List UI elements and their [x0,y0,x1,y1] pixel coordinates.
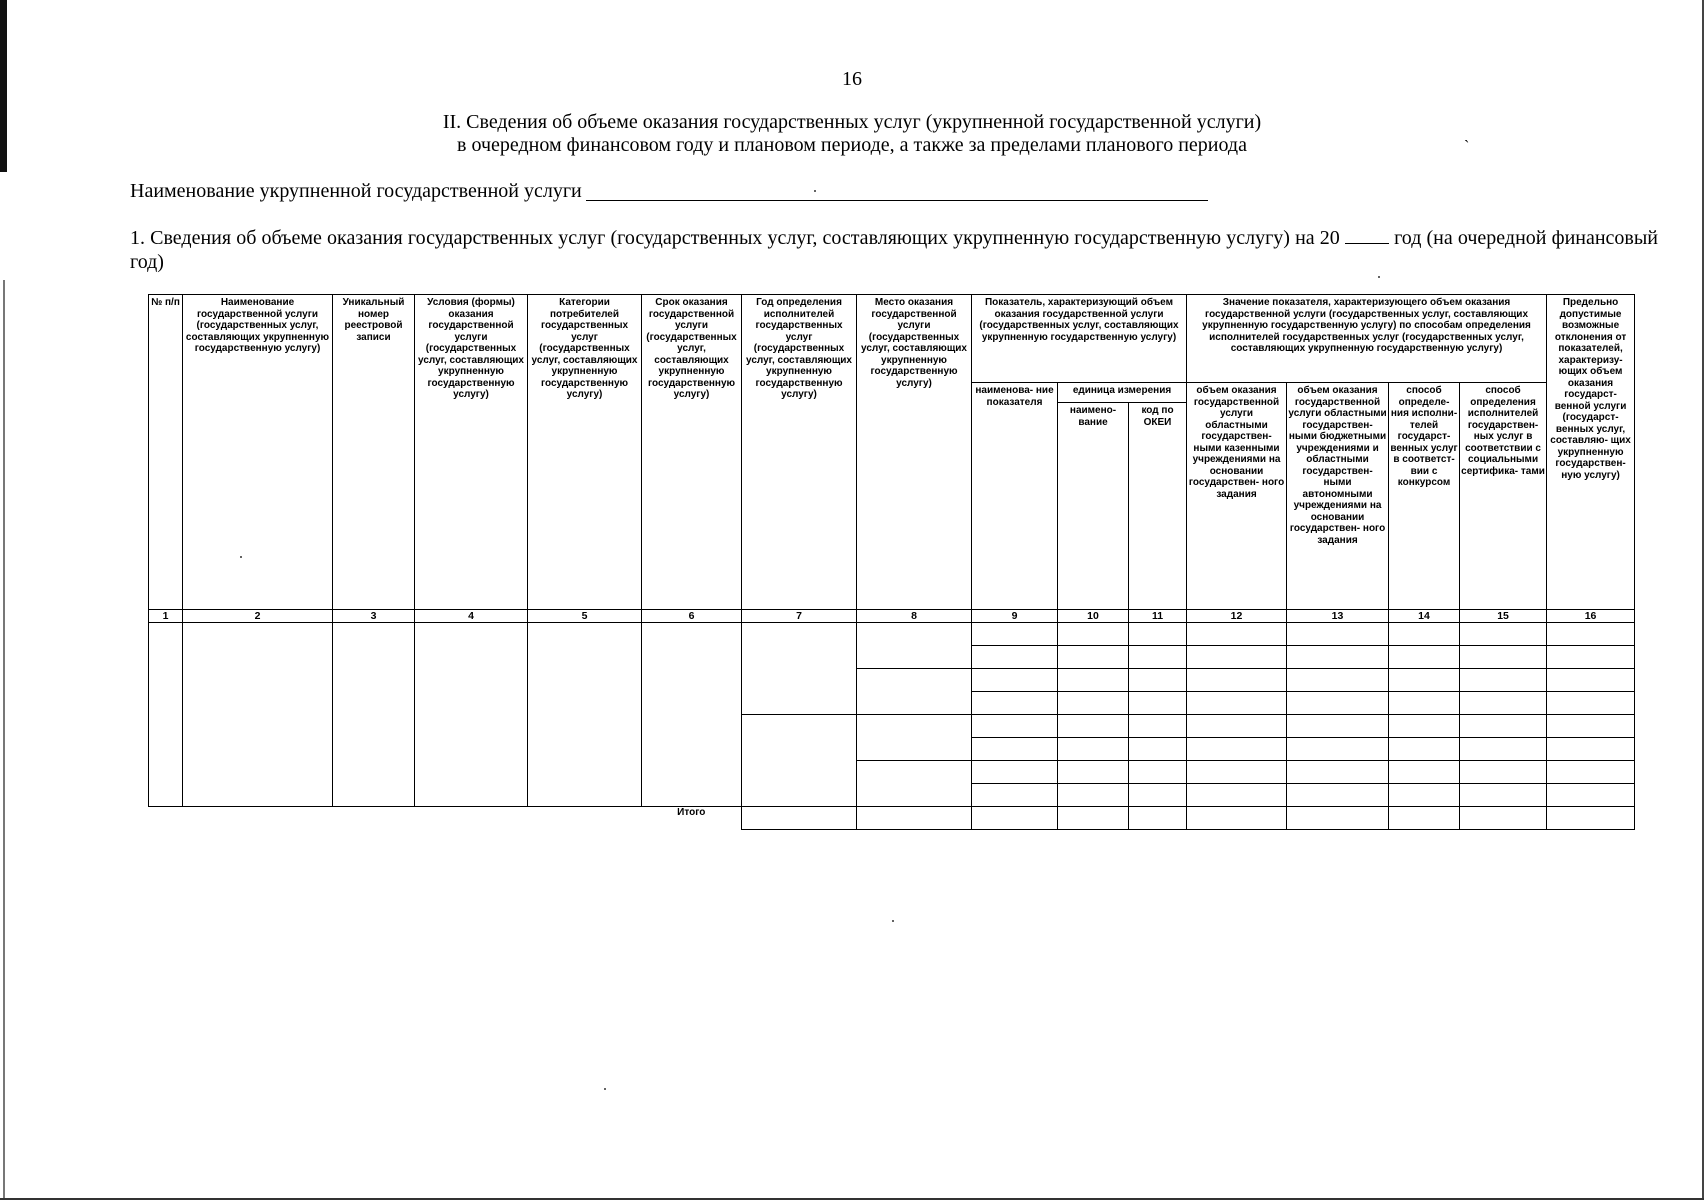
section-1-heading [130,226,1658,274]
table-cell[interactable] [1460,623,1547,646]
column-number-row [149,610,1635,623]
table-cell[interactable] [1287,761,1389,784]
table-cell[interactable] [1187,715,1287,738]
table-cell[interactable] [1460,807,1547,830]
column-number: 3 [333,610,415,623]
table-cell[interactable] [1187,784,1287,807]
speck [1378,276,1380,278]
header-competition-method: способ определе- ния исполни- телей государст- венных услуг в соответст- вии с конкурсом [1389,383,1460,610]
table-cell[interactable] [1129,738,1187,761]
table-cell[interactable] [1058,807,1129,830]
header-unit-name: наимено- вание [1058,403,1129,610]
table-cell[interactable] [1129,646,1187,669]
table-cell[interactable] [1547,761,1635,784]
table-cell[interactable] [1460,738,1547,761]
table-cell[interactable] [857,807,972,830]
table-cell[interactable] [1389,738,1460,761]
header-allowed-deviation: Предельно допустимые возможные отклонения от показателей, характеризу- ющих объем оказания государст- венной услуги (государст- венных услуг, составляю- щих укрупненную государствен- ную услугу) [1547,295,1635,610]
table-cell[interactable] [1460,692,1547,715]
header-okei-code: код по ОКЕИ [1129,403,1187,610]
table-cell[interactable] [857,669,972,715]
table-cell[interactable] [1547,623,1635,646]
column-number: 14 [1389,610,1460,623]
table-cell[interactable] [1460,761,1547,784]
table-cell[interactable] [1058,738,1129,761]
section-1-text-end: год (на очередной финансовый год) [130,227,1659,273]
header-place: Место оказания государственной услуги (государственных услуг, составляющих укрупненную государственную услугу) [857,295,972,610]
table-cell[interactable] [857,761,972,807]
table-cell[interactable] [1460,646,1547,669]
table-cell[interactable] [149,623,183,807]
stray-mark: ˋ [1464,138,1470,155]
table-cell[interactable] [1287,669,1389,692]
empty-cell [149,807,642,830]
header-service-name: Наименование государственной услуги (государственных услуг, составляющих укрупненную государственную услугу) [183,295,333,610]
table-cell[interactable] [1287,715,1389,738]
section-title-line-2: в очередном финансовом году и плановом периоде, а также за пределами планового периода [457,134,1247,156]
section-title-line-1: II. Сведения об объеме оказания государственных услуг (укрупненной государственной услуги) [442,111,1262,133]
table-cell[interactable] [1129,807,1187,830]
table-cell[interactable] [1187,692,1287,715]
table-cell[interactable] [1058,669,1129,692]
table-cell[interactable] [1389,807,1460,830]
table-cell[interactable] [972,623,1058,646]
table-row [149,623,1635,646]
table-cell[interactable] [1287,692,1389,715]
table-cell[interactable] [1058,623,1129,646]
table-cell[interactable] [1389,646,1460,669]
table-cell[interactable] [333,623,415,807]
table-cell[interactable] [972,807,1058,830]
table-cell[interactable] [1460,784,1547,807]
table-cell[interactable] [972,692,1058,715]
header-consumer-categories: Категории потребителей государственных услуг (государственных услуг, составляющих укрупненную государственную услугу) [528,295,642,610]
table-cell[interactable] [1287,646,1389,669]
table-cell[interactable] [1389,784,1460,807]
header-term: Срок оказания государственной услуги (государственных услуг, составляющих укрупненную государственную услугу) [642,295,742,610]
table-cell[interactable] [1389,669,1460,692]
scan-edge-line [3,280,5,1200]
table-cell[interactable] [1287,807,1389,830]
table-cell[interactable] [972,738,1058,761]
table-cell[interactable] [1058,761,1129,784]
table-cell[interactable] [972,715,1058,738]
column-number: 8 [857,610,972,623]
header-number: № п/п [149,295,183,610]
column-number: 5 [528,610,642,623]
column-number: 16 [1547,610,1635,623]
speck [604,1088,606,1090]
table-cell[interactable] [1058,692,1129,715]
table-cell[interactable] [972,761,1058,784]
header-indicator-group: Показатель, характеризующий объем оказания государственной услуги (государственных услуг, составляющих укрупненную государственную услугу) [972,295,1187,383]
header-indicator-name: наименова- ние показателя [972,383,1058,610]
table-cell[interactable] [415,623,528,807]
header-year-of-selection: Год определения исполнителей государственных услуг (государственных услуг, составляющих укрупненную государственную услугу) [742,295,857,610]
table-cell[interactable] [1547,807,1635,830]
column-number: 15 [1460,610,1547,623]
service-name-label: Наименование укрупненной государственной услуги [130,180,582,202]
section-1-text: 1. Сведения об объеме оказания государственных услуг (государственных услуг, составляющих укрупненную государственную услугу) на 20 [130,227,1340,249]
table-cell[interactable] [1547,738,1635,761]
header-value-group: Значение показателя, характеризующего объем оказания государственной услуги (государственных услуг, составляющих укрупненную государственную услугу) по способам определения исполнителей государственных услуг (государственных услуг, составляющих укрупненную государственную услугу) [1187,295,1547,383]
table-cell[interactable] [1547,715,1635,738]
column-number: 2 [183,610,333,623]
header-conditions: Условия (формы) оказания государственной услуги (государственных услуг, составляющих укрупненную государственную услугу) [415,295,528,610]
table-cell[interactable] [1287,738,1389,761]
table-cell[interactable] [1129,715,1187,738]
total-row [149,807,1635,830]
header-unit-group: единица измерения [1058,383,1187,403]
column-number: 10 [1058,610,1129,623]
column-number: 6 [642,610,742,623]
table-cell[interactable] [1058,784,1129,807]
table-cell[interactable] [972,784,1058,807]
table-cell[interactable] [742,623,857,715]
table-cell[interactable] [1389,692,1460,715]
speck [814,190,816,192]
table-cell[interactable] [742,807,857,830]
column-number: 9 [972,610,1058,623]
table-cell[interactable] [1547,646,1635,669]
column-number: 7 [742,610,857,623]
column-number: 11 [1129,610,1187,623]
table-cell[interactable] [1389,715,1460,738]
table-cell[interactable] [1460,669,1547,692]
table-cell[interactable] [1389,623,1460,646]
speck [892,920,894,922]
table-cell[interactable] [972,669,1058,692]
table-cell[interactable] [742,715,857,807]
page-number: 16 [842,68,862,90]
table-cell[interactable] [1187,761,1287,784]
column-number: 4 [415,610,528,623]
table-cell[interactable] [857,623,972,669]
service-name-field[interactable] [586,200,1208,201]
table-cell[interactable] [1129,623,1187,646]
table-cell[interactable] [1129,761,1187,784]
table-cell[interactable] [1287,623,1389,646]
table-body [149,623,1635,830]
table-cell[interactable] [1187,646,1287,669]
table-cell[interactable] [528,623,642,807]
table-cell[interactable] [1187,669,1287,692]
table-cell[interactable] [1129,692,1187,715]
table-cell[interactable] [1389,761,1460,784]
table-cell[interactable] [1187,623,1287,646]
table-cell[interactable] [1058,646,1129,669]
total-label: Итого [677,807,706,818]
table-cell[interactable] [1547,692,1635,715]
header-certificate-method: способ определения исполнителей государствен- ных услуг в соответствии с социальными сертифика- тами [1460,383,1547,610]
table-cell[interactable] [1129,669,1187,692]
year-blank-field[interactable] [1345,243,1389,244]
column-number: 13 [1287,610,1389,623]
table-cell[interactable] [1547,784,1635,807]
table-cell[interactable] [1187,738,1287,761]
table-cell[interactable] [642,623,742,807]
table-cell[interactable] [1129,784,1187,807]
column-number: 12 [1187,610,1287,623]
table-cell[interactable] [1547,669,1635,692]
table-cell[interactable] [1187,807,1287,830]
table-cell[interactable] [857,715,972,761]
service-volume-table [148,294,1635,830]
table-cell[interactable] [1058,715,1129,738]
column-number: 1 [149,610,183,623]
table-cell[interactable] [1287,784,1389,807]
header-registry-number: Уникальный номер реестровой записи [333,295,415,610]
table-cell[interactable] [183,623,333,807]
table-cell[interactable] [1460,715,1547,738]
header-volume-budget-institutions: объем оказания государственной услуги областными государствен- ными бюджетными учреждениями и областными государствен- ными автономными учреждениями на основании государствен- ного задания [1287,383,1389,610]
header-volume-state-institutions: объем оказания государственной услуги областными государствен- ными казенными учреждениями на основании государствен- ного задания [1187,383,1287,610]
table-cell[interactable] [972,646,1058,669]
